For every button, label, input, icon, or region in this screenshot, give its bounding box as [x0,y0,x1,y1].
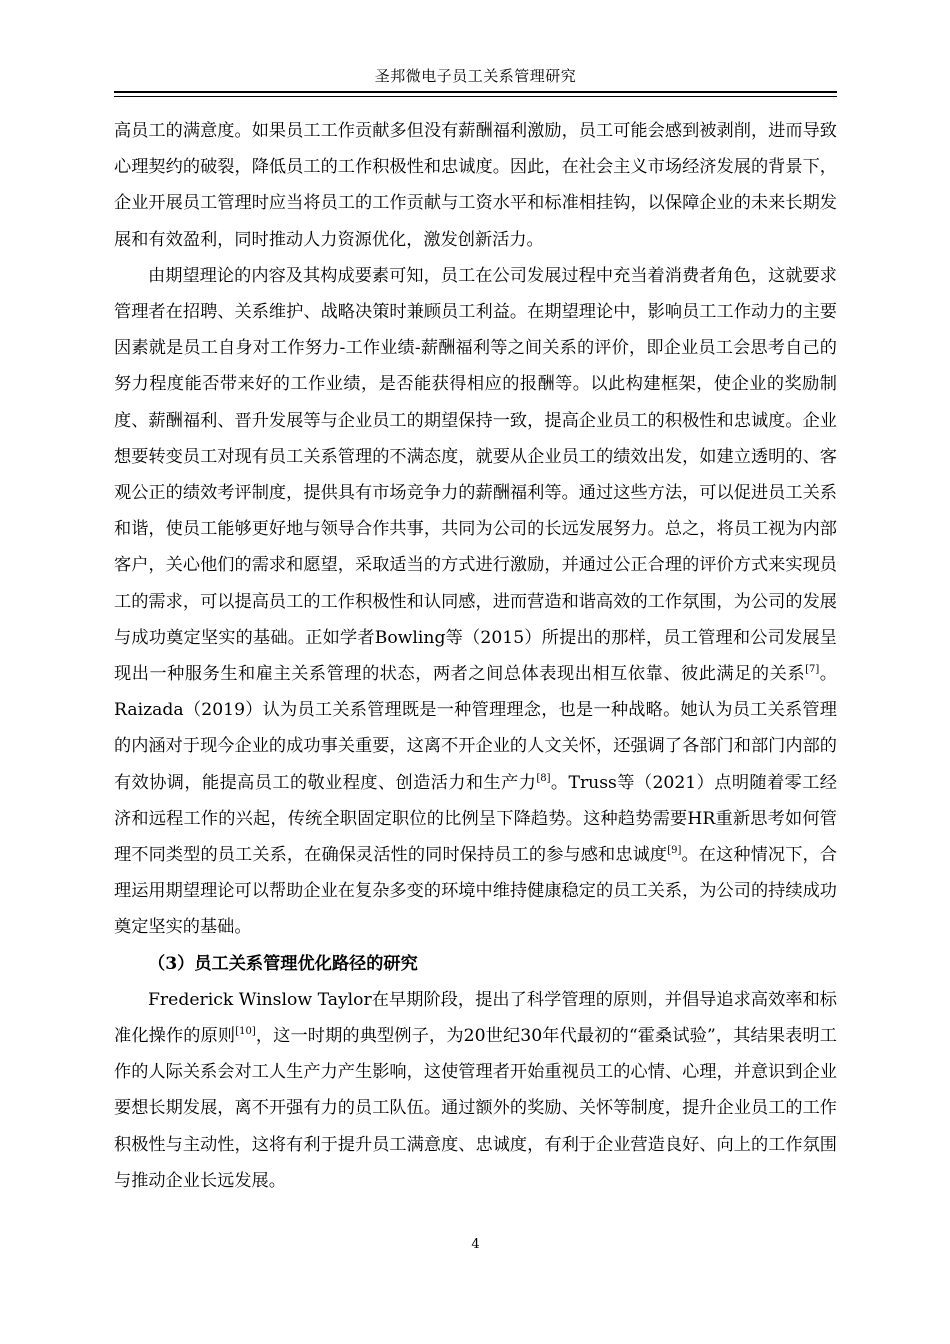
section-heading: （3）员工关系管理优化路径的研究 [148,953,418,974]
citation-ref-10: [10] [235,1026,256,1038]
page-number: 4 [471,1237,480,1252]
paragraph-text: 由期望理论的内容及其构成要素可知，员工在公司发展过程中充当着消费者角色，这就要求管理者在招聘、关系维护、战略决策时兼顾员工利益。在期望理论中，影响员工工作动力的主要因素就是员工自身对工作努力-工作业绩-薪酬福利等之间关系的评价，即企业员工会思考自己的努力程度能否带来好的工作业绩，是否能获得相应的报酬等。以此构建框架，使企业的奖励制度、薪酬福利、晋升发展等与企业员工的期望保持一致，提高企业员工的积极性和忠诚度。企业想要转变员工对现有员工关系管理的不满态度，就要从企业员工的绩效出发，如建立透明的、客观公正的绩效考评制度，提供具有市场竞争力的薪酬福利等。通过这些方法，可以促进员工关系和谐，使员工能够更好地与领导合作共事，共同为公司的长远发展努力。总之，将员工视为内部客户，关心他们的需求和愿望，采取适当的方式进行激励，并通过公正合理的评价方式来实现员工的需求，可以提高员工的工作积极性和认同感，进而营造和谐高效的工作氛围，为公司的发展与成功奠定坚实的基础。正如学者Bowling等（2015）所提出的那样，员工管理和公司发展呈现出一种服务生和雇主关系管理的状态，两者之间总体表现出相互依靠、彼此满足的关系 [114,265,837,685]
header-rule-thick [114,91,837,93]
running-header: 圣邦微电子员工关系管理研究 [374,67,577,85]
paragraph-continued: 高员工的满意度。如果员工工作贡献多但没有薪酬福利激励，员工可能会感到被剥削，进而导致心理契约的破裂，降低员工的工作积极性和忠诚度。因此，在社会主义市场经济发展的背景下，企业开展员工管理时应当将员工的工作贡献与工资水平和标准相挂钩，以保障企业的未来长期发展和有效盈利，同时推动人力资源优化，激发创新活力。 [114,121,837,250]
citation-ref-8: [8] [536,772,551,784]
paragraph-text: Frederick Winslow Taylor在早期阶段，提出了科学管理的原则，并倡导追求高效率和标准化操作的原则 [114,989,837,1047]
paragraph-text: 。在这种情况下，合理运用期望理论可以帮助企业在复杂多变的环境中维持健康稳定的员工关系，为公司的持续成功奠定坚实的基础。 [114,845,837,938]
citation-ref-9: [9] [667,845,682,857]
header-rule-thin [114,96,837,97]
citation-ref-7: [7] [805,664,820,676]
paragraph-expectancy-theory [114,258,837,946]
body-text [114,113,837,1199]
paragraph-optimization-path [114,982,837,1199]
paragraph-text: 。Truss等（2021）点明随着零工经济和远程工作的兴起，传统全职固定职位的比例呈下降趋势。这种趋势需要HR重新思考如何管理不同类型的员工关系，在确保灵活性的同时保持员工的参与感和忠诚度 [114,772,837,866]
paragraph-text: 。Raizada（2019）认为员工关系管理既是一种管理理念，也是一种战略。她认为员工关系管理的内涵对于现今企业的成功事关重要，这离不开企业的人文关怀，还强调了各部门和部门内部的有效协调，能提高员工的敬业程度、创造活力和生产力 [114,664,837,793]
paragraph-text: ，这一时期的典型例子，为20世纪30年代最初的“霍桑试验”，其结果表明工作的人际关系会对工人生产力产生影响，这使管理者开始重视员工的心情、心理，并意识到企业要想长期发展，离不开强有力的员工队伍。通过额外的奖励、关怀等制度，提升企业员工的工作积极性与主动性，这将有利于提升员工满意度、忠诚度，有利于企业营造良好、向上的工作氛围与推动企业长远发展。 [114,1026,837,1191]
